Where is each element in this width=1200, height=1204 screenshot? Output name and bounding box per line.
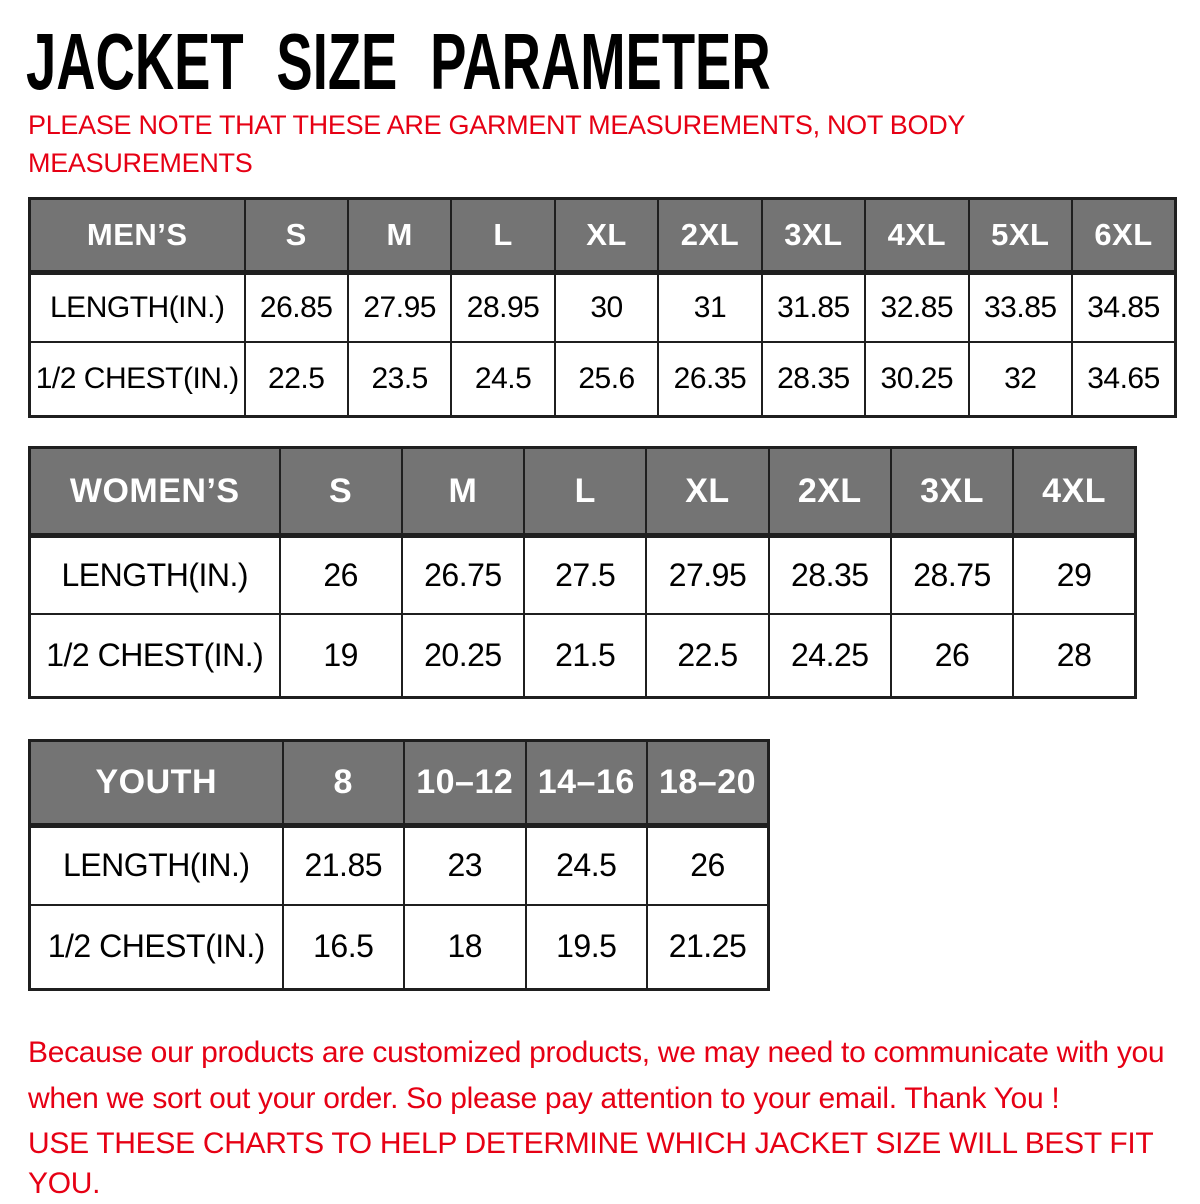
size-value-cell: 32 bbox=[969, 342, 1072, 417]
mens-table-title-cell: MEN’S bbox=[30, 199, 245, 273]
row-label: 1/2 CHEST(IN.) bbox=[30, 905, 283, 990]
table-row bbox=[30, 536, 1136, 614]
size-value-cell: 28 bbox=[1013, 614, 1135, 698]
size-header-cell: 5XL bbox=[969, 199, 1072, 273]
note-line: MEASUREMENTS bbox=[28, 148, 253, 178]
size-value-cell: 26 bbox=[891, 614, 1013, 698]
table-header-row bbox=[30, 199, 1176, 273]
size-value-cell: 34.85 bbox=[1072, 273, 1176, 342]
size-value-cell: 27.95 bbox=[348, 273, 451, 342]
size-value-cell: 34.65 bbox=[1072, 342, 1176, 417]
size-value-cell: 22.5 bbox=[245, 342, 348, 417]
youth-size-table bbox=[28, 739, 770, 991]
size-value-cell: 18 bbox=[404, 905, 526, 990]
youth-table-title-cell: YOUTH bbox=[30, 741, 283, 826]
table-row bbox=[30, 614, 1136, 698]
size-value-cell: 22.5 bbox=[646, 614, 768, 698]
size-header-cell: 18–20 bbox=[647, 741, 769, 826]
note-line: when we sort out your order. So please pay attention to your email. Thank You ! bbox=[28, 1082, 1060, 1115]
size-header-cell: S bbox=[245, 199, 348, 273]
size-value-cell: 33.85 bbox=[969, 273, 1072, 342]
size-value-cell: 19.5 bbox=[526, 905, 648, 990]
size-value-cell: 25.6 bbox=[555, 342, 658, 417]
size-value-cell: 26.85 bbox=[245, 273, 348, 342]
size-value-cell: 28.75 bbox=[891, 536, 1013, 614]
row-label: 1/2 CHEST(IN.) bbox=[30, 342, 245, 417]
size-value-cell: 27.95 bbox=[646, 536, 768, 614]
table-row bbox=[30, 273, 1176, 342]
size-value-cell: 23 bbox=[404, 826, 526, 905]
size-header-cell: 3XL bbox=[891, 448, 1013, 536]
customization-note bbox=[28, 1030, 1193, 1122]
size-value-cell: 30.25 bbox=[865, 342, 968, 417]
size-value-cell: 24.5 bbox=[526, 826, 648, 905]
table-header-row bbox=[30, 741, 769, 826]
size-header-cell: 14–16 bbox=[526, 741, 648, 826]
size-header-cell: 4XL bbox=[1013, 448, 1135, 536]
size-value-cell: 20.25 bbox=[402, 614, 524, 698]
size-value-cell: 21.85 bbox=[283, 826, 405, 905]
size-header-cell: 2XL bbox=[658, 199, 761, 273]
size-header-cell: L bbox=[451, 199, 554, 273]
table-row bbox=[30, 905, 769, 990]
size-value-cell: 28.95 bbox=[451, 273, 554, 342]
size-value-cell: 28.35 bbox=[762, 342, 865, 417]
page-title: JACKET SIZE PARAMETER bbox=[26, 17, 771, 106]
row-label: LENGTH(IN.) bbox=[30, 826, 283, 905]
note-line: PLEASE NOTE THAT THESE ARE GARMENT MEASUREMENTS, NOT BODY bbox=[28, 110, 966, 140]
size-value-cell: 26.75 bbox=[402, 536, 524, 614]
size-header-cell: L bbox=[524, 448, 646, 536]
size-value-cell: 31.85 bbox=[762, 273, 865, 342]
size-header-cell: M bbox=[348, 199, 451, 273]
size-value-cell: 26.35 bbox=[658, 342, 761, 417]
size-header-cell: M bbox=[402, 448, 524, 536]
size-value-cell: 27.5 bbox=[524, 536, 646, 614]
womens-table-title-cell: WOMEN’S bbox=[30, 448, 280, 536]
table-row bbox=[30, 342, 1176, 417]
size-header-cell: XL bbox=[646, 448, 768, 536]
row-label: LENGTH(IN.) bbox=[30, 273, 245, 342]
size-header-cell: 8 bbox=[283, 741, 405, 826]
size-value-cell: 28.35 bbox=[769, 536, 891, 614]
womens-size-table bbox=[28, 446, 1137, 699]
size-value-cell: 26 bbox=[280, 536, 402, 614]
size-header-cell: XL bbox=[555, 199, 658, 273]
size-header-cell: 10–12 bbox=[404, 741, 526, 826]
size-value-cell: 21.25 bbox=[647, 905, 769, 990]
size-value-cell: 16.5 bbox=[283, 905, 405, 990]
table-header-row bbox=[30, 448, 1136, 536]
size-value-cell: 30 bbox=[555, 273, 658, 342]
size-header-cell: 4XL bbox=[865, 199, 968, 273]
size-value-cell: 24.25 bbox=[769, 614, 891, 698]
size-value-cell: 19 bbox=[280, 614, 402, 698]
garment-measurement-note bbox=[28, 106, 965, 182]
row-label: 1/2 CHEST(IN.) bbox=[30, 614, 280, 698]
table-row bbox=[30, 826, 769, 905]
size-header-cell: 2XL bbox=[769, 448, 891, 536]
size-header-cell: 3XL bbox=[762, 199, 865, 273]
note-line: Because our products are customized products, we may need to communicate with you bbox=[28, 1036, 1165, 1069]
size-value-cell: 29 bbox=[1013, 536, 1135, 614]
row-label: LENGTH(IN.) bbox=[30, 536, 280, 614]
size-value-cell: 32.85 bbox=[865, 273, 968, 342]
size-value-cell: 26 bbox=[647, 826, 769, 905]
size-value-cell: 24.5 bbox=[451, 342, 554, 417]
mens-size-table bbox=[28, 197, 1177, 418]
fit-advice-note: USE THESE CHARTS TO HELP DETERMINE WHICH JACKET SIZE WILL BEST FIT YOU. bbox=[28, 1127, 1153, 1200]
size-header-cell: S bbox=[280, 448, 402, 536]
size-value-cell: 21.5 bbox=[524, 614, 646, 698]
size-value-cell: 23.5 bbox=[348, 342, 451, 417]
size-value-cell: 31 bbox=[658, 273, 761, 342]
size-header-cell: 6XL bbox=[1072, 199, 1176, 273]
